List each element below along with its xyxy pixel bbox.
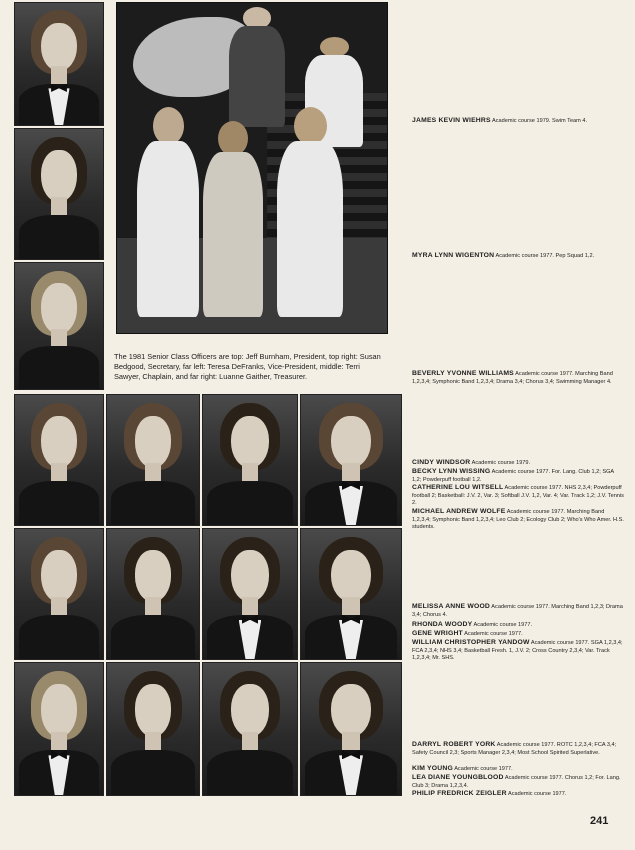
entry-name: KIM YOUNG [412, 765, 453, 772]
portrait-beverly-yvonne-williams [14, 262, 104, 390]
officers-caption: The 1981 Senior Class Officers are top: Jeff Burnham, President, top right: Susan Bedgood, Secretary, far left: Teresa DeFranks, Vice-President, middle: Terri Sawyer, Chaplain, and far right: Luanne Gaither, Treasurer. [114, 352, 381, 381]
portrait-lea-diane-youngblood [202, 662, 298, 796]
entry-philip-fredrick-zeigler [412, 790, 624, 799]
entry-rhonda-woody [412, 621, 624, 630]
entry-becky-lynn-wissing [412, 468, 624, 484]
entry-name: LEA DIANE YOUNGBLOOD [412, 774, 504, 781]
entry-darryl-robert-york [412, 741, 624, 757]
entry-name: BEVERLY YVONNE WILLIAMS [412, 370, 514, 377]
entry-detail: Academic course 1977. Chorus 1,2; For. Lang. Club 3; Drama 1,2,3,4. [412, 775, 621, 789]
entry-myra-lynn-wigenton [412, 252, 624, 261]
entry-name: MICHAEL ANDREW WOLFE [412, 508, 506, 515]
entry-name: GENE WRIGHT [412, 630, 463, 637]
entry-detail: Academic course 1979. Swim Team 4. [492, 118, 588, 124]
entry-detail: Academic course 1977. Marching Band 1,2,3,4; Symphonic Band 1,2,3,4; Leo Club 2; Ecology Club 2; Who's Who Amer. H.S. students. [412, 509, 624, 531]
portrait-becky-lynn-wissing [106, 394, 200, 526]
portrait-william-christopher-yandow [300, 528, 402, 660]
entry-detail: Academic course 1977. Pep Squad 1,2. [495, 253, 595, 259]
portrait-melissa-anne-wood [14, 528, 104, 660]
page-number: 241 [590, 815, 609, 827]
entry-detail: Academic course 1977. Marching Band 1,2,3; Drama 3,4; Chorus 4. [412, 604, 623, 618]
entry-detail: Academic course 1977. [473, 622, 533, 628]
entry-melissa-anne-wood [412, 603, 624, 619]
entry-william-christopher-yandow [412, 639, 624, 663]
entry-detail: Academic course 1977. Marching Band 1,2,3,4; Symphonic Band 1,2,3,4; Drama 3,4; Chorus 3,4; Swimming Manager 4. [412, 371, 613, 385]
entry-lea-diane-youngblood [412, 774, 624, 790]
entry-gene-wright [412, 630, 624, 639]
entry-name: MELISSA ANNE WOOD [412, 603, 491, 610]
entry-detail: Academic course 1979. [471, 460, 531, 466]
entry-beverly-yvonne-williams [412, 370, 624, 386]
entry-name: RHONDA WOODY [412, 621, 473, 628]
entry-detail: Academic course 1977. For. Lang. Club 1,2; SGA 1,2; Powderpuff football 1,2. [412, 469, 614, 483]
entry-name: WILLIAM CHRISTOPHER YANDOW [412, 639, 530, 646]
class-officers-photo [116, 2, 388, 334]
entry-name: CATHERINE LOU WITSELL [412, 484, 504, 491]
portrait-darryl-robert-york [14, 662, 104, 796]
entry-name: CINDY WINDSOR [412, 459, 471, 466]
entry-name: JAMES KEVIN WIEHRS [412, 117, 491, 124]
entry-detail: Academic course 1977. ROTC 1,2,3,4; FCA 3,4; Safety Council 2,3; Sports Manager 2,3,4; Most School Spirited Superlative. [412, 742, 617, 756]
portrait-michael-andrew-wolfe [300, 394, 402, 526]
entry-catherine-lou-witsell [412, 484, 624, 508]
entry-name: DARRYL ROBERT YORK [412, 741, 496, 748]
portrait-kim-young [106, 662, 200, 796]
entry-name: PHILIP FREDRICK ZEIGLER [412, 790, 507, 797]
portrait-catherine-lou-witsell [202, 394, 298, 526]
entry-michael-andrew-wolfe [412, 508, 624, 532]
entry-kim-young [412, 765, 624, 774]
entry-cindy-windsor [412, 459, 624, 468]
portrait-gene-wright [202, 528, 298, 660]
portrait-philip-fredrick-zeigler [300, 662, 402, 796]
entry-name: BECKY LYNN WISSING [412, 468, 491, 475]
entry-detail: Academic course 1977. [464, 631, 523, 637]
portrait-rhonda-woody [106, 528, 200, 660]
entry-detail: Academic course 1977. SGA 1,2,3,4; FCA 2,3,4; NHS 3,4; Basketball Fresh. 1, J.V. 2; Cross Country 2,3,4; Var. Track 1,2,3,4; Mr. SHS. [412, 640, 623, 662]
entry-name: MYRA LYNN WIGENTON [412, 252, 495, 259]
entry-james-kevin-wiehrs [412, 117, 624, 126]
entry-detail: Academic course 1977. NHS 2,3,4; Powderpuff football 2; Basketball: J.V. 2, Var. 3; Softball J.V. 1,2, Var. 4; Var. Track 1,2; J.V. Tennis 2. [412, 485, 624, 507]
entry-detail: Academic course 1977. [507, 791, 567, 797]
portrait-myra-lynn-wigenton [14, 128, 104, 260]
portrait-cindy-windsor [14, 394, 104, 526]
portrait-james-kevin-wiehrs [14, 2, 104, 126]
entry-detail: Academic course 1977. [454, 766, 513, 772]
